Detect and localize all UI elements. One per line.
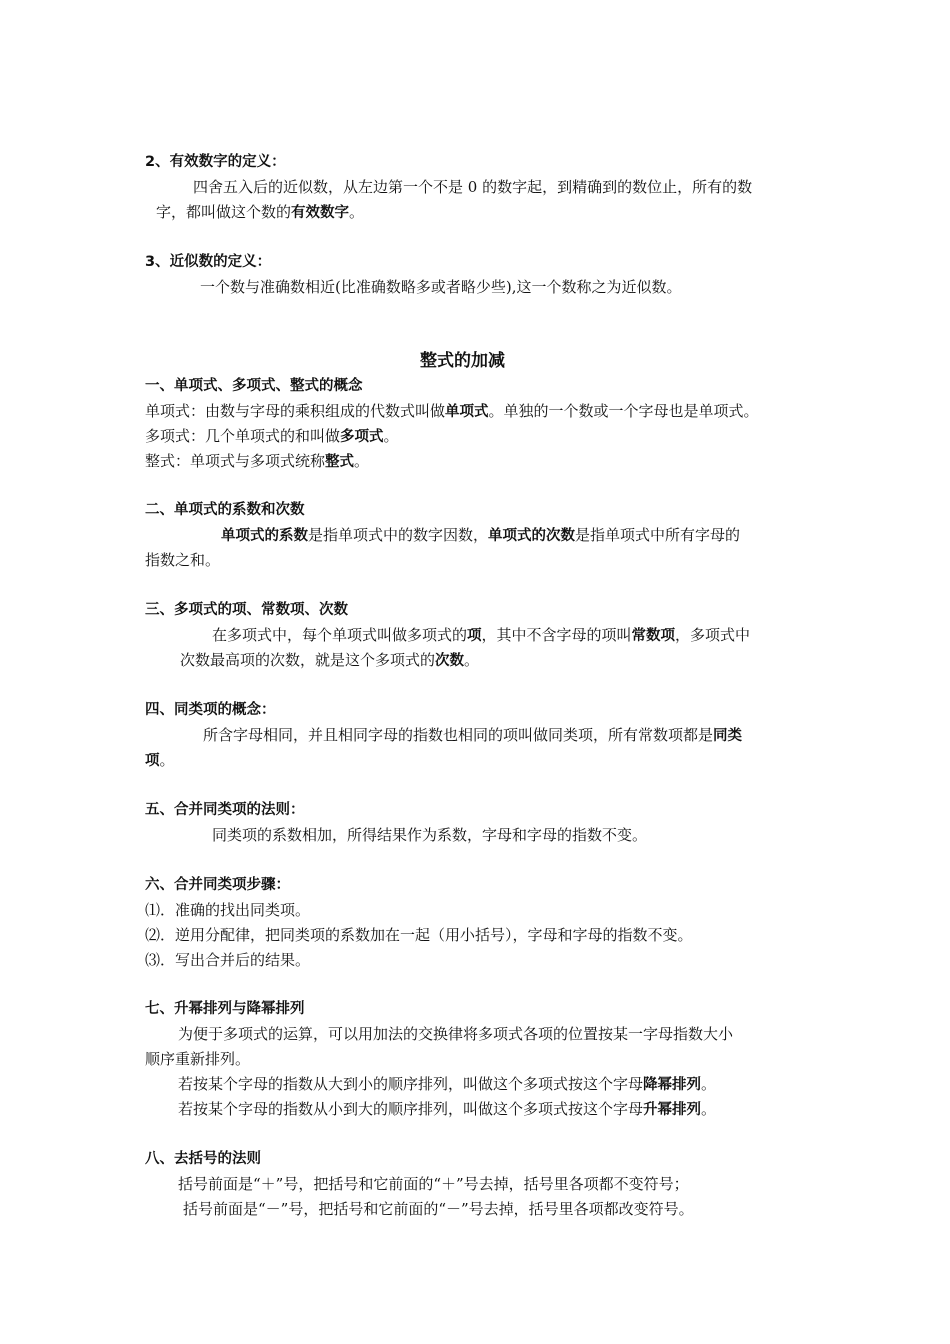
section-heading-significant-digits: 2、有效数字的定义：: [145, 154, 286, 170]
bold-term: 有效数字: [291, 205, 350, 221]
section-heading-2: 二、单项式的系数和次数: [145, 502, 305, 518]
paragraph-line: 同类项的系数相加，所得结果作为系数，字母和字母的指数不变。: [212, 826, 648, 844]
paragraph-line: 为便于多项式的运算，可以用加法的交换律将多项式各项的位置按某一字母指数大小: [178, 1025, 734, 1043]
paragraph-line: 项。: [145, 751, 175, 769]
bold-term: 多项式: [340, 429, 384, 445]
paragraph-line: 一个数与准确数相近(比准确数略多或者略少些),这一个数称之为近似数。: [200, 278, 682, 296]
bold-term: 单项式: [445, 404, 489, 420]
paragraph-line: 顺序重新排列。: [145, 1050, 251, 1068]
paragraph-line: 在多项式中，每个单项式叫做多项式的项，其中不含字母的项叫常数项，多项式中: [212, 626, 751, 644]
paragraph-line: 字，都叫做这个数的有效数字。: [156, 203, 365, 221]
list-item: ⑵．逆用分配律，把同类项的系数加在一起（用小括号），字母和字母的指数不变。: [145, 926, 693, 944]
bold-term: 项: [467, 628, 482, 644]
paragraph-line: 若按某个字母的指数从大到小的顺序排列，叫做这个多项式按这个字母降幂排列。: [178, 1075, 717, 1093]
page-title: 整式的加减: [420, 351, 505, 371]
paragraph-line: 指数之和。: [145, 551, 221, 569]
bold-term: 常数项: [631, 628, 676, 644]
section-heading-approximate-number: 3、近似数的定义：: [145, 254, 272, 270]
bold-term: 升幂排列: [643, 1102, 702, 1118]
section-heading-6: 六、合并同类项步骤：: [145, 877, 290, 893]
paragraph-line: 整式：单项式与多项式统称整式。: [145, 452, 370, 470]
bold-term: 整式: [325, 454, 355, 470]
bold-term: 单项式的次数: [488, 528, 576, 544]
paragraph-line: 若按某个字母的指数从小到大的顺序排列，叫做这个多项式按这个字母升幂排列。: [178, 1100, 717, 1118]
paragraph-line: 括号前面是“＋”号，把括号和它前面的“＋”号去掉，括号里各项都不变符号；: [178, 1175, 689, 1193]
paragraph-line: 单项式的系数是指单项式中的数字因数，单项式的次数是指单项式中所有字母的: [221, 526, 741, 544]
bold-term: 降幂排列: [643, 1077, 702, 1093]
paragraph-line: 括号前面是“－”号，把括号和它前面的“－”号去掉，括号里各项都改变符号。: [183, 1200, 694, 1218]
list-item: ⑶．写出合并后的结果。: [145, 951, 311, 969]
list-item: ⑴．准确的找出同类项。: [145, 901, 311, 919]
paragraph-line: 四舍五入后的近似数，从左边第一个不是 0 的数字起，到精确到的数位止，所有的数: [193, 178, 753, 196]
section-heading-1: 一、单项式、多项式、整式的概念: [145, 378, 363, 394]
section-heading-4: 四、同类项的概念：: [145, 702, 276, 718]
paragraph-line: 所含字母相同，并且相同字母的指数也相同的项叫做同类项，所有常数项都是同类: [203, 726, 743, 744]
paragraph-line: 多项式：几个单项式的和叫做多项式。: [145, 427, 399, 445]
bold-term: 同类: [713, 728, 743, 744]
section-heading-3: 三、多项式的项、常数项、次数: [145, 602, 348, 618]
bold-term: 单项式的系数: [221, 528, 308, 544]
paragraph-line: 次数最高项的次数，就是这个多项式的次数。: [180, 651, 480, 669]
bold-term: 项: [145, 753, 160, 769]
section-heading-5: 五、合并同类项的法则：: [145, 802, 305, 818]
section-heading-7: 七、升幂排列与降幂排列: [145, 1001, 305, 1017]
paragraph-line: 单项式：由数与字母的乘积组成的代数式叫做单项式。单独的一个数或一个字母也是单项式。: [145, 402, 759, 420]
section-heading-8: 八、去括号的法则: [145, 1151, 261, 1167]
bold-term: 次数: [435, 653, 465, 669]
